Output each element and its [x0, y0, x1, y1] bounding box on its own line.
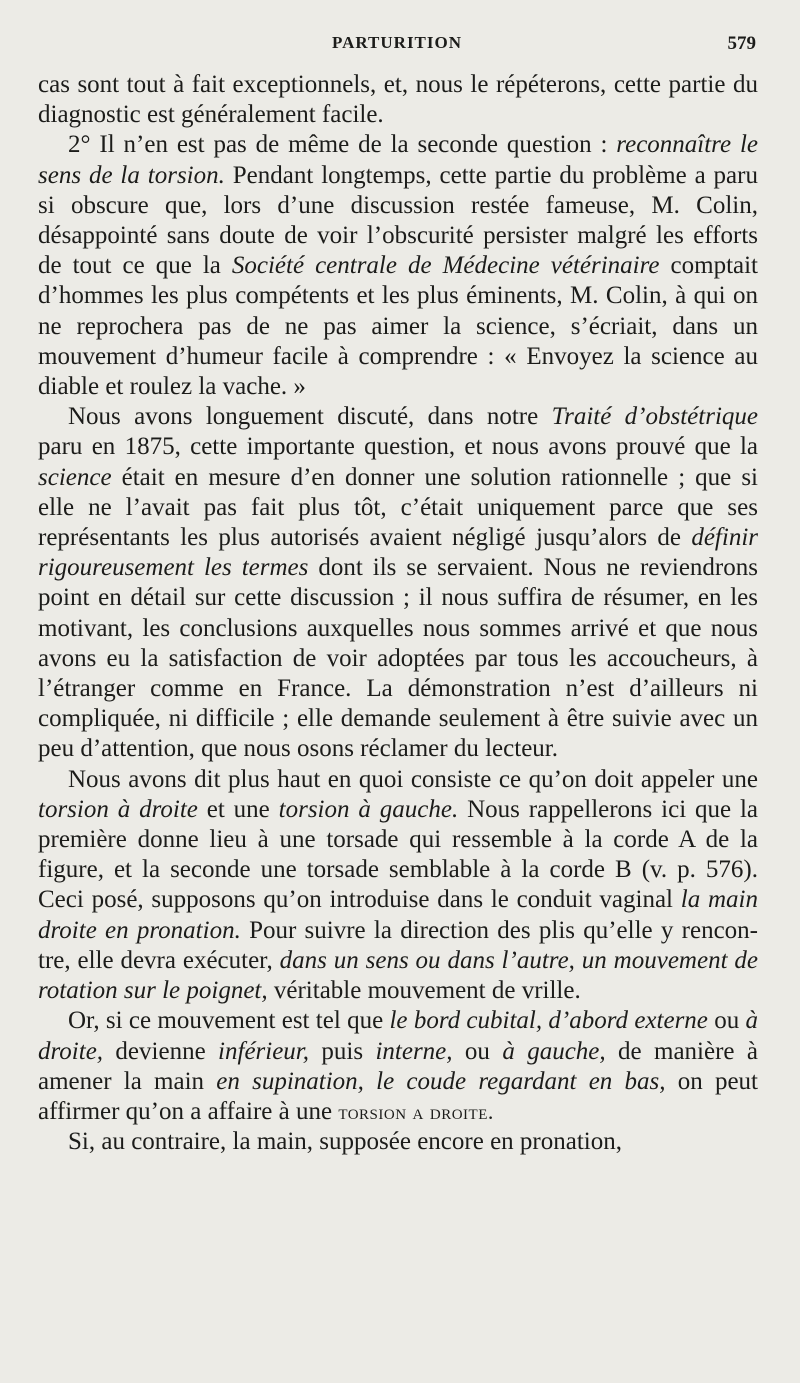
- italic-run: torsion à gauche.: [278, 795, 459, 823]
- text-run: véritable mouvement de vrille.: [267, 977, 581, 1005]
- text-run: ou: [707, 1007, 746, 1035]
- italic-run: Traité d’obstétrique: [551, 403, 758, 431]
- paragraph: [38, 765, 758, 1007]
- italic-run: en supination,: [216, 1067, 364, 1095]
- paragraph: [38, 130, 758, 402]
- text-run: Or, si ce mouvement est tel que: [68, 1007, 390, 1035]
- text-run: et une: [197, 795, 279, 823]
- italic-run: reconnaître le sens de la torsion.: [38, 131, 758, 189]
- italic-run: interne,: [375, 1037, 453, 1065]
- italic-run: à gauche,: [502, 1037, 606, 1065]
- text-run: [364, 1068, 376, 1095]
- text-run: Si, au contraire, la main, supposée encore en pronation,: [68, 1128, 622, 1156]
- text-run: cas sont tout à fait exceptionnels, et, nous le répéterons, cette partie du diagnostic est généralement facile.: [38, 71, 758, 129]
- paragraph: [38, 1127, 758, 1157]
- page-header: [38, 33, 756, 61]
- italic-run: torsion à droite: [38, 795, 198, 823]
- italic-run: inférieur,: [218, 1037, 310, 1065]
- small-caps-run: torsion a droite.: [338, 1098, 494, 1124]
- text-run: dont ils se servaient. Nous ne reviendrons point en détail sur cette discussion ; il nous suffira de résumer, en les motivant, les conclusions auxquelles nous sommes arrivé et que nous avons eu la satisfaction de voir adoptées par tous les accoucheurs, à l’étranger comme en France. La démonstration n’est d’ailleurs ni compliquée, ni difficile ; elle demande seulement à être suivie avec un peu d’attention, que nous osons réclamer du lecteur.: [38, 554, 758, 763]
- italic-run: dans un sens ou dans l’autre, un mouvement de rotation sur le poignet,: [38, 946, 758, 1005]
- text-run: paru en 1875, cette importante question, et nous avons prouvé que la: [38, 433, 758, 461]
- italic-run: science: [38, 463, 112, 491]
- text-run: Pour suivre la direction des plis qu’elle y rencontre, elle devra exécuter,: [38, 916, 758, 974]
- text-run: Nous avons longuement discuté, dans notre: [68, 403, 552, 431]
- italic-run: le coude regardant en bas,: [376, 1067, 666, 1095]
- text-run: on peut affirmer qu’on a affaire à une: [38, 1067, 758, 1125]
- italic-run: définir rigoureusement les termes: [38, 524, 758, 582]
- text-run: Pendant longtemps, cette partie du problème a paru si obscure que, lors d’une discussion restée fameuse, M. Colin, désappointé sans doute de voir l’obscurité persister malgré les efforts de tout ce que la: [38, 161, 758, 280]
- page-number: 579: [727, 33, 756, 54]
- text-run: devienne: [103, 1037, 219, 1065]
- text-run: 2° Il n’en est pas de même de la seconde question :: [68, 131, 617, 159]
- paragraph: [38, 402, 758, 764]
- body-text: [38, 70, 758, 1157]
- italic-run: à droite,: [38, 1007, 759, 1065]
- text-run: comptait d’hommes les plus compétents et les plus éminents, M. Colin, à qui on ne reprochera pas de ne pas aimer la science, s’écriait, dans un mouvement d’humeur facile à comprendre : « Envoyez la science au diable et roulez la vache. »: [38, 252, 759, 401]
- paragraph: [38, 1006, 758, 1127]
- italic-run: Société centrale de Médecine vétérinaire: [231, 252, 660, 280]
- text-run: de manière à amener la main: [38, 1037, 758, 1095]
- italic-run: la main droite en pronation.: [38, 886, 758, 944]
- text-run: Nous avons dit plus haut en quoi consiste ce qu’on doit appeler une: [68, 765, 758, 793]
- text-run: puis: [309, 1037, 376, 1065]
- italic-run: le bord cubital, d’abord externe: [389, 1007, 708, 1035]
- paragraph: [38, 70, 758, 130]
- text-run: Nous rappellerons ici que la première donne lieu à une torsade qui ressemble à la corde A de la figure, et la seconde une torsade semblable à la corde B (v. p. 576). Ceci posé, supposons qu’on introduise dans le conduit vaginal: [38, 795, 759, 914]
- text-run: ou: [452, 1037, 503, 1065]
- text-run: était en mesure d’en donner une solution rationnelle ; que si elle ne l’avait pas fait plus tôt, c’était uniquement parce que ses représentants les plus autorisés avaient négligé jusqu’alors de: [38, 463, 758, 552]
- running-title: PARTURITION: [331, 33, 463, 52]
